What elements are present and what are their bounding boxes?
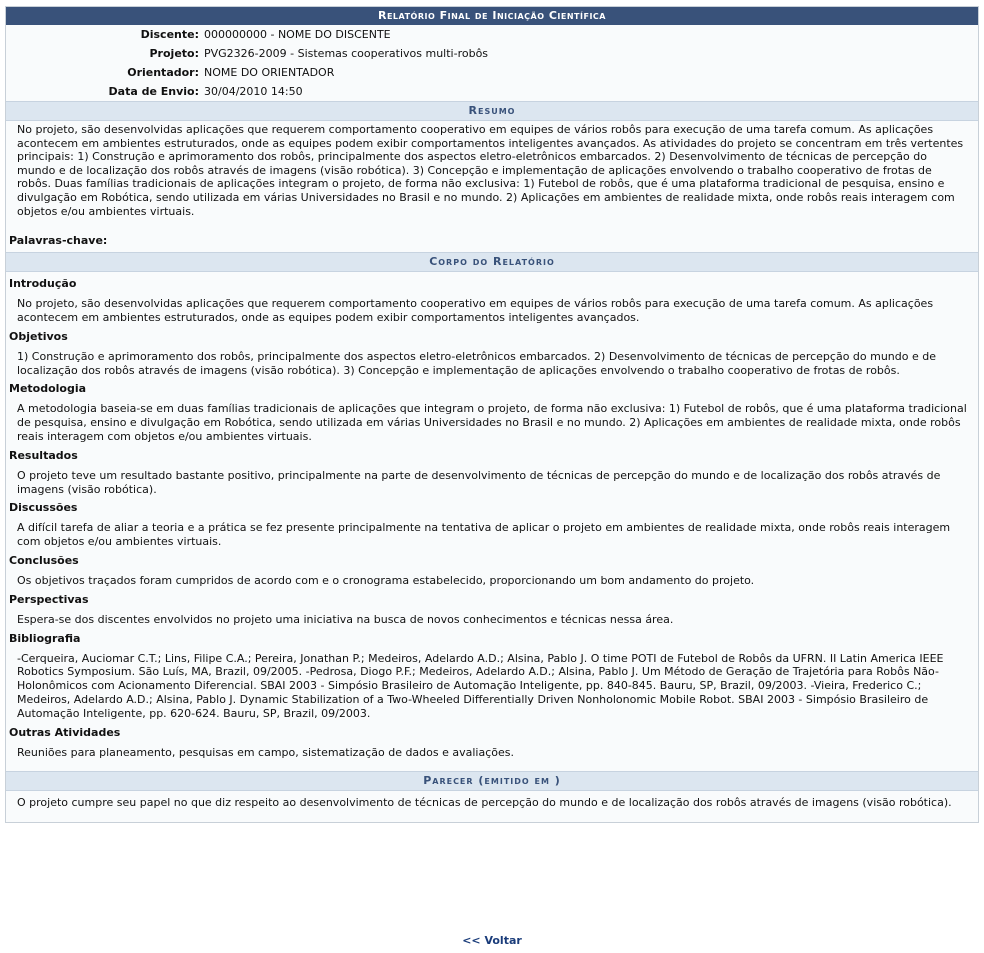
section-title: Metodologia	[9, 382, 87, 396]
section-title: Resultados	[9, 448, 78, 462]
info-row-projeto	[6, 44, 978, 63]
keywords-label: Palavras-chave:	[9, 234, 108, 248]
section-text: Reuniões para planeamento, pesquisas em campo, sistematização de dados e avaliações.	[17, 745, 514, 759]
section-title: Discussões	[9, 501, 78, 515]
info-label: Orientador:	[127, 66, 199, 79]
back-link-container	[0, 934, 984, 947]
info-value: PVG2326-2009 - Sistemas cooperativos multi-robôs	[204, 47, 489, 60]
section-discussoes	[6, 496, 978, 549]
section-text: 1) Construção e aprimoramento dos robôs, principalmente dos aspectos eletro-eletrônicos embarcados. 2) Desenvolvimento de técnicas de percepção do mundo e de localização dos robôs através de imagens (visão robótica). 3) Concepção e implementação de aplicações envolvendo o trabalho cooperativo de frotas de robôs.	[17, 349, 937, 377]
section-title: Objetivos	[9, 329, 68, 343]
report-panel	[5, 6, 979, 823]
info-label: Data de Envio:	[108, 85, 199, 98]
section-conclusoes	[6, 549, 978, 588]
corpo-header: Corpo do Relatório	[6, 252, 978, 272]
resumo-text: No projeto, são desenvolvidas aplicações que requerem comportamento cooperativo em equipes de vários robôs para execução de uma tarefa comum. As aplicações acontecem em ambientes estruturados, onde as equipes podem exibir comportamentos inteligentes avançados. As atividades do projeto se concentram em três vertentes principais: 1) Construção e aprimoramento dos robôs, principalmente dos aspectos eletro-eletrônicos embarcados. 2) Desenvolvimento de técnicas de percepção do mundo e de localização dos robôs através de imagens (visão robótica). 3) Concepção e implementação de aplicações envolvendo o trabalho cooperativo de frotas de robôs. Duas famílias tradicionais de aplicações integram o projeto, de forma não exclusiva: 1) Futebol de robôs, que é uma plataforma tradicional de pesquisa, ensino e divulgação em Robótica, sendo utilizada em várias Universidades no Brasil e no mundo. 2) Aplicações em ambientes de realidade mixta, onde robôs reais interagem com objetos e/ou ambientes virtuais.	[17, 123, 964, 218]
report-info-table	[6, 25, 978, 101]
section-resultados	[6, 444, 978, 497]
info-row-discente	[6, 25, 978, 44]
resumo-header: Resumo	[6, 101, 978, 121]
section-title: Outras Atividades	[9, 725, 121, 739]
info-value: NOME DO ORIENTADOR	[204, 66, 335, 79]
section-title: Perspectivas	[9, 592, 89, 606]
info-row-orientador	[6, 63, 978, 82]
section-outras-atividades	[6, 721, 978, 772]
info-label: Projeto:	[149, 47, 199, 60]
section-text: -Cerqueira, Auciomar C.T.; Lins, Filipe C.A.; Pereira, Jonathan P.; Medeiros, Adelardo A.D.; Alsina, Pablo J. O time POTI de Futebol de Robôs da UFRN. II Latin America IEEE Robotics Symposium. São Luís, MA, Brazil, 09/2005. -Pedrosa, Diogo P.F.; Medeiros, Adelardo A.D.; Alsina, Pablo J. Um Método de Geração de Trajetória para Robôs Não-Holonômicos com Acionamento Diferencial. SBAI 2003 - Simpósio Brasileiro de Automação Inteligente, pp. 840-845. Bauru, SP, Brazil, 09/2003. -Vieira, Frederico C.; Medeiros, Adelardo A.D.; Alsina, Pablo J. Dynamic Stabilization of a Two-Wheeled Differentially Driven Nonholonomic Mobile Robot. SBAI 2003 - Simpósio Brasileiro de Automação Inteligente, pp. 620-624. Bauru, SP, Brazil, 09/2003.	[17, 651, 944, 720]
section-bibliografia	[6, 627, 978, 721]
info-label: Discente:	[140, 28, 199, 41]
parecer-header: Parecer (emitido em )	[6, 771, 978, 791]
info-value: 000000000 - NOME DO DISCENTE	[204, 28, 391, 41]
section-metodologia	[6, 377, 978, 443]
section-objetivos	[6, 325, 978, 378]
section-perspectivas	[6, 588, 978, 627]
section-title: Bibliografia	[9, 631, 81, 645]
section-text: O projeto teve um resultado bastante positivo, principalmente na parte de desenvolvimento de técnicas de percepção do mundo e de localização dos robôs através de imagens (visão robótica).	[17, 468, 941, 496]
section-text: No projeto, são desenvolvidas aplicações que requerem comportamento cooperativo em equipes de vários robôs para execução de uma tarefa comum. As aplicações acontecem em ambientes estruturados, onde as equipes podem exibir comportamentos inteligentes avançados.	[17, 297, 934, 324]
section-title: Introdução	[9, 277, 77, 291]
info-value: 30/04/2010 14:50	[204, 85, 303, 98]
info-row-data-envio	[6, 82, 978, 101]
section-text: A metodologia baseia-se em duas famílias tradicionais de aplicações que integram o projeto, de forma não exclusiva: 1) Futebol de robôs, que é uma plataforma tradicional de pesquisa, ensino e divulgação em Robótica, sendo utilizada em várias Universidades no Brasil e no mundo. 2) Aplicações em ambientes de realidade mixta, onde robôs reais interagem com objetos e/ou ambientes virtuais.	[17, 402, 967, 443]
section-text: A difícil tarefa de aliar a teoria e a prática se fez presente principalmente na tentativa de aplicar o projeto em ambientes de realidade mixta, onde robôs reais interagem com objetos e/ou ambientes virtuais.	[17, 521, 951, 549]
section-introducao	[6, 272, 978, 325]
back-link[interactable]: << Voltar	[462, 934, 522, 947]
section-text: Espera-se dos discentes envolvidos no projeto uma iniciativa na busca de novos conhecimentos e técnicas nessa área.	[17, 612, 674, 626]
section-title: Conclusões	[9, 553, 79, 567]
parecer-text: O projeto cumpre seu papel no que diz respeito ao desenvolvimento de técnicas de percepção do mundo e de localização dos robôs através de imagens (visão robótica).	[17, 796, 952, 810]
report-title: Relatório Final de Iniciação Científica	[6, 7, 978, 25]
section-text: Os objetivos traçados foram cumpridos de acordo com e o cronograma estabelecido, proporcionando um bom andamento do projeto.	[17, 573, 755, 587]
